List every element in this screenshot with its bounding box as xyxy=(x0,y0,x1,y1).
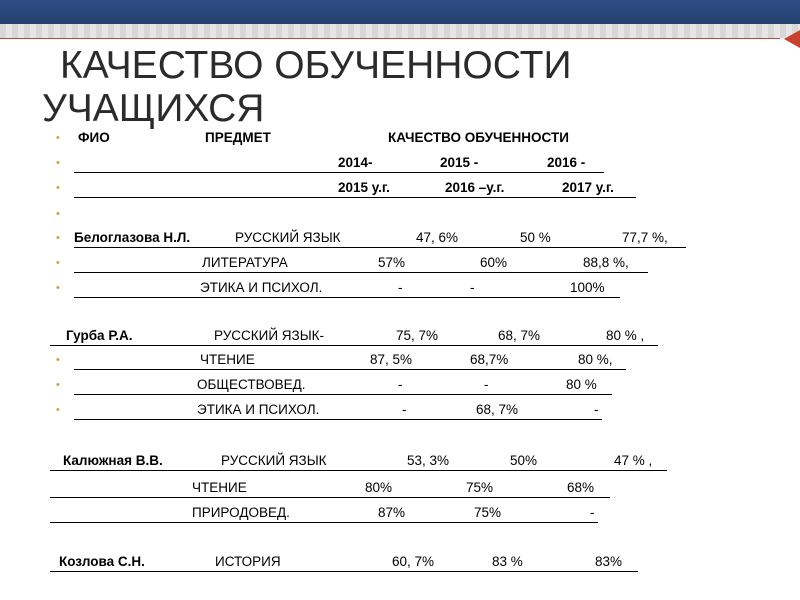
table-row xyxy=(0,375,800,397)
value-2015: 75% xyxy=(474,505,502,520)
top-banner xyxy=(0,0,800,24)
bullet-icon: • xyxy=(56,132,60,144)
table-row xyxy=(0,228,800,250)
years-row-top xyxy=(0,153,800,175)
header-row xyxy=(0,128,800,150)
underline xyxy=(74,394,612,395)
year-end-1: 2015 у.г. xyxy=(338,180,390,195)
teacher-name: Белоглазова Н.Л. xyxy=(74,230,191,245)
underline xyxy=(74,369,626,370)
subject: ЭТИКА И ПСИХОЛ. xyxy=(197,402,320,417)
value-2016: - xyxy=(594,402,599,417)
header-subject: ПРЕДМЕТ xyxy=(205,130,271,145)
table-row xyxy=(0,478,800,500)
header-name: ФИО xyxy=(78,130,110,145)
years-row-bottom xyxy=(0,178,800,200)
value-2014: 53, 3% xyxy=(407,453,450,468)
value-2016: 68% xyxy=(567,480,595,495)
table-row xyxy=(0,326,800,348)
teacher-name: Козлова С.Н. xyxy=(59,554,145,569)
value-2014: 47, 6% xyxy=(416,230,459,245)
bullet-icon: • xyxy=(56,182,60,194)
underline xyxy=(74,297,620,298)
subject: РУССКИЙ ЯЗЫК xyxy=(221,453,327,468)
year-end-2: 2016 –у.г. xyxy=(445,180,505,195)
year-end-3: 2017 у.г. xyxy=(562,180,614,195)
value-2015: 68, 7% xyxy=(476,402,519,417)
value-2015: 50 % xyxy=(520,230,551,245)
title-line-2: УЧАЩИХСЯ xyxy=(42,87,265,130)
year-start-2: 2015 - xyxy=(440,155,479,170)
value-2016: 80 %, xyxy=(578,352,613,367)
value-2015: 60% xyxy=(480,255,508,270)
teacher-name: Гурба Р.А. xyxy=(66,328,133,343)
value-2016: 83% xyxy=(595,554,623,569)
subject: РУССКИЙ ЯЗЫК- xyxy=(214,328,325,343)
value-2014: - xyxy=(402,402,407,417)
subject: ОБЩЕСТВОВЕД. xyxy=(197,377,306,392)
bullet-icon: • xyxy=(56,404,60,416)
bullet-icon: • xyxy=(56,282,60,294)
value-2015: 68, 7% xyxy=(498,328,541,343)
year-start-3: 2016 - xyxy=(547,155,586,170)
value-2016: 80 % , xyxy=(606,328,645,343)
empty-row xyxy=(0,204,800,226)
subject: ЛИТЕРАТУРА xyxy=(202,255,288,270)
value-2014: 87, 5% xyxy=(370,352,413,367)
year-start-1: 2014- xyxy=(338,155,373,170)
subject: ПРИРОДОВЕД. xyxy=(192,505,290,520)
value-2016: 100% xyxy=(570,280,605,295)
value-2014: - xyxy=(398,280,403,295)
underline xyxy=(50,345,658,346)
value-2016: 77,7 %, xyxy=(622,230,668,245)
subject: РУССКИЙ ЯЗЫК xyxy=(235,230,341,245)
value-2015: 68,7% xyxy=(470,352,509,367)
value-2014: 75, 7% xyxy=(396,328,439,343)
subject: ЧТЕНИЕ xyxy=(200,352,255,367)
table-row xyxy=(0,350,800,372)
table-row xyxy=(0,552,800,574)
table-row xyxy=(0,278,800,300)
underline xyxy=(50,497,610,498)
table-row xyxy=(0,503,800,525)
value-2016: 88,8 %, xyxy=(583,255,629,270)
table-row xyxy=(0,253,800,275)
bullet-icon: • xyxy=(56,157,60,169)
bullet-icon: • xyxy=(56,354,60,366)
divider-line xyxy=(0,38,780,39)
bullet-icon: • xyxy=(56,232,60,244)
bullet-icon: • xyxy=(56,257,60,269)
bullet-icon: • xyxy=(56,379,60,391)
value-2015: - xyxy=(484,377,489,392)
value-2016: - xyxy=(590,505,595,520)
table-row xyxy=(0,400,800,422)
slide-title xyxy=(42,44,602,130)
value-2016: 80 % xyxy=(566,377,597,392)
table-row xyxy=(0,451,800,473)
value-2015: 75% xyxy=(466,480,494,495)
underline xyxy=(74,419,602,420)
value-2015: - xyxy=(470,280,475,295)
underline xyxy=(74,272,648,273)
underline xyxy=(50,522,598,523)
teacher-name: Калюжная В.В. xyxy=(63,453,163,468)
subject: ЧТЕНИЕ xyxy=(192,480,247,495)
red-arrow-accent xyxy=(784,30,800,48)
value-2014: 80% xyxy=(365,480,393,495)
value-2015: 50% xyxy=(510,453,538,468)
bullet-icon: • xyxy=(56,208,60,220)
subject: ЭТИКА И ПСИХОЛ. xyxy=(200,280,323,295)
top-pattern-strip xyxy=(0,24,800,38)
value-2016: 47 % , xyxy=(614,453,653,468)
header-quality: КАЧЕСТВО ОБУЧЕННОСТИ xyxy=(388,130,569,145)
value-2014: - xyxy=(398,377,403,392)
value-2014: 87% xyxy=(378,505,406,520)
value-2014: 57% xyxy=(378,255,406,270)
value-2015: 83 % xyxy=(492,554,523,569)
value-2014: 60, 7% xyxy=(392,554,435,569)
title-line-1: КАЧЕСТВО ОБУЧЕННОСТИ xyxy=(60,44,572,87)
subject: ИСТОРИЯ xyxy=(215,554,281,569)
